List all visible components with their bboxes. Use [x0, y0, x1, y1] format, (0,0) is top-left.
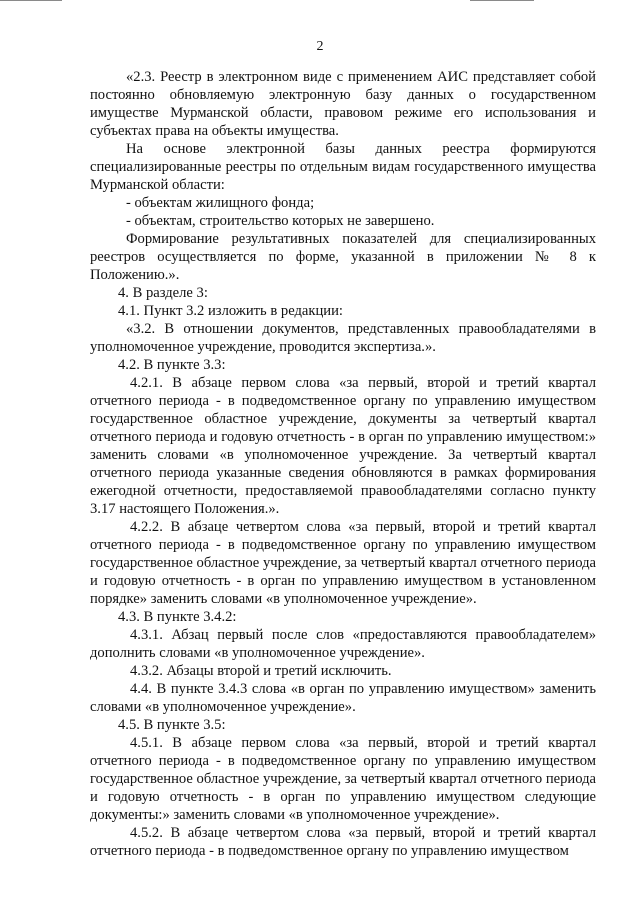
item-4-3: 4.3. В пункте 3.4.2:: [118, 609, 237, 625]
paragraph-2-3: «2.3. Реестр в электронном виде с применением АИС представляет собой постоянно обновляемую электронную базу данных о государственном имуществе Мурманской области, правовом режиме его использования и субъектах права на объекты имущества.: [90, 69, 596, 139]
item-4-2: 4.2. В пункте 3.3:: [118, 357, 226, 373]
item-4: 4. В разделе 3:: [118, 285, 208, 301]
item-4-1: 4.1. Пункт 3.2 изложить в редакции:: [118, 303, 343, 319]
item-4-3-1: 4.3.1. Абзац первый после слов «предоставляются правообладателем» дополнить словами «в уполномоченное учреждение».: [90, 627, 596, 661]
paragraph-results-form: Формирование результативных показателей для специализированных реестров осуществляется по форме, указанной в приложении № 8 к Положению.».: [90, 231, 596, 283]
quote-3-2: «3.2. В отношении документов, представленных правообладателями в уполномоченное учреждение, проводится экспертиза.».: [90, 321, 596, 355]
list-item-housing: - объектам жилищного фонда;: [126, 195, 315, 211]
list-item-unfinished-construction: - объектам, строительство которых не завершено.: [126, 213, 435, 229]
item-4-5: 4.5. В пункте 3.5:: [118, 717, 226, 733]
item-4-5-1: 4.5.1. В абзаце первом слова «за первый, второй и третий квартал отчетного периода - в подведомственное органу по управлению имуществом государственное областное учреждение, за четвертый квартал отчетного периода и годовую отчетность - в орган по управлению имуществом следующие документы:» заменить словами «в уполномоченное учреждение».: [90, 735, 596, 823]
item-4-3-2: 4.3.2. Абзацы второй и третий исключить.: [130, 663, 392, 679]
scan-edge-mark: [470, 0, 534, 1]
item-4-4: 4.4. В пункте 3.4.3 слова «в орган по управлению имуществом» заменить словами «в уполномоченное учреждение».: [90, 681, 596, 715]
paragraph-specialized-registries: На основе электронной базы данных реестра формируются специализированные реестры по отдельным видам государственного имущества Мурманской области:: [90, 141, 596, 193]
document-body: [90, 68, 596, 860]
item-4-2-2: 4.2.2. В абзаце четвертом слова «за первый, второй и третий квартал отчетного периода - в подведомственное органу по управлению имуществом государственное областное учреждение, за четвертый квартал отчетного периода и годовую отчетность - в орган по управлению имуществом в установленном порядке» заменить словами «в уполномоченное учреждение».: [90, 519, 596, 607]
page-number: 2: [316, 39, 324, 54]
scan-edge-mark: [0, 0, 62, 1]
item-4-5-2: 4.5.2. В абзаце четвертом слова «за первый, второй и третий квартал отчетного периода - в подведомственное органу по управлению имуществом: [90, 825, 596, 859]
item-4-2-1: 4.2.1. В абзаце первом слова «за первый, второй и третий квартал отчетного периода - в подведомственное органу по управлению имуществом государственное областное учреждение, документы за четвертый квартал отчетного периода и годовую отчетность - в орган по управлению имуществом:» заменить словами «в уполномоченное учреждение. За четвертый квартал отчетного периода указанные сведения обновляются в рамках формирования ежегодной отчетности, предоставляемой правообладателями согласно пункту 3.17 настоящего Положения.».: [90, 375, 596, 517]
